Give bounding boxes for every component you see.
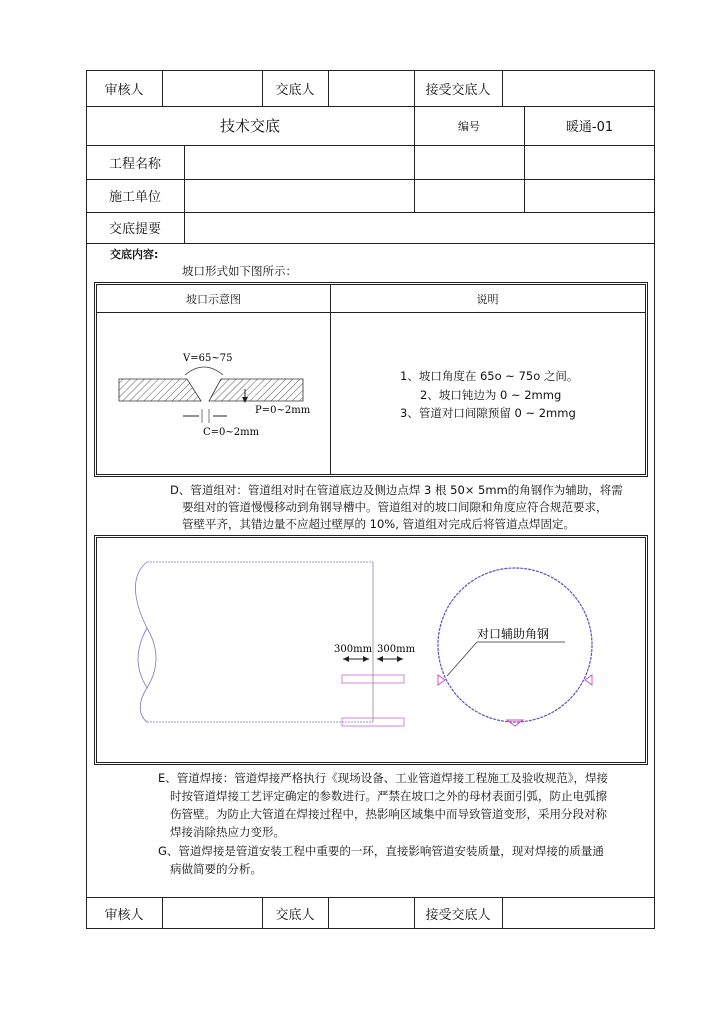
reviewer-label: 审核人 [104,82,144,98]
para-e-line: E、管道焊接：管道焊接严格执行《现场设备、工业管道焊接工程施工及验收规范》，焊接 [158,771,609,785]
content-heading: 交底内容: [110,248,159,261]
para-g-line: G、管道焊接是管道安装工程中重要的一环，直接影响管道安装质量，现对焊接的质量通 [158,844,604,858]
pipe-cross-section [438,568,592,722]
pipe-break-line [138,628,147,688]
row-divider [86,243,655,244]
angle-steel-marker [507,720,523,726]
col-divider [162,897,163,929]
dim-arrowhead [363,656,369,662]
left-plate [119,379,201,401]
dim-1: 300mm [334,644,373,655]
bevel-note-1: 1、坡口角度在 65o ~ 75o 之间。 [400,369,579,383]
angle-steel-marker [585,675,592,685]
bevel-note-3: 3、管道对口间隙预留 0 ~ 2mmg [400,406,576,420]
bevel-table-col-divider [330,285,331,474]
pipe-diagram [97,538,645,762]
code-value: 暖通-01 [565,120,614,135]
blunt-label: P=0~2mm [255,405,311,416]
col-divider [328,70,329,106]
footer-discloser-label: 交底人 [275,907,315,923]
receiver-label: 接受交底人 [425,82,491,98]
dim-arrowhead [343,656,349,662]
para-d-line: 管壁平齐，其错边量不应超过壁厚的 10%, 管道组对完成后将管道点焊固定。 [182,517,576,531]
footer-reviewer-label: 审核人 [104,907,144,923]
para-d-line: 要组对的管道慢慢移动到角钢导槽中。管道组对的坡口间隙和角度应符合规范要求， [182,500,608,514]
para-d-line: D、管道组对：管道组对时在管道底边及侧边点焊 3 根 50× 5mm的角钢作为辅助，将需 [170,483,623,497]
bevel-note-2: 2、坡口钝边为 0 ~ 2mmg [420,388,562,402]
gap-label: C=0~2mm [203,427,260,438]
angle-label: V=65~75 [183,353,233,364]
callout-leader [447,642,477,676]
document-title: 技术交底 [219,117,280,135]
dim-arrowhead [397,656,403,662]
pipe-break-line [135,562,156,722]
para-e-line: 时按管道焊接工艺评定确定的参数进行。严禁在坡口之外的母材表面引弧，防止电弧擦 [170,789,607,803]
content-intro: 坡口形式如下图所示： [182,264,297,278]
summary-label: 交底提要 [108,222,161,237]
para-g-line: 病做简要的分析。 [170,862,262,876]
dim-2: 300mm [377,644,416,655]
discloser-label: 交底人 [275,82,315,98]
angle-arc [185,367,223,375]
bevel-diagram-header: 坡口示意图 [186,292,241,306]
col-divider [328,897,329,929]
para-e-line: 焊接消除热应力变形。 [170,825,285,839]
callout-label: 对口辅助角钢 [477,627,550,641]
row-divider [86,897,655,898]
col-divider [502,70,503,106]
footer-receiver-label: 接受交底人 [425,907,491,923]
col-divider [184,145,185,243]
construction-unit-label: 施工单位 [108,190,161,205]
col-divider [162,70,163,106]
dim-arrowhead [377,656,383,662]
angle-steel-marker [438,675,445,685]
col-divider [502,897,503,929]
code-label: 编号 [458,119,480,133]
right-plate [209,379,303,401]
para-e-line: 伤管壁。为防止大管道在焊接过程中，热影响区域集中而导致管道变形，采用分段对称 [170,807,607,821]
project-name-label: 工程名称 [108,156,161,172]
bevel-diagram [97,313,330,474]
bevel-notes-header: 说明 [476,292,499,306]
